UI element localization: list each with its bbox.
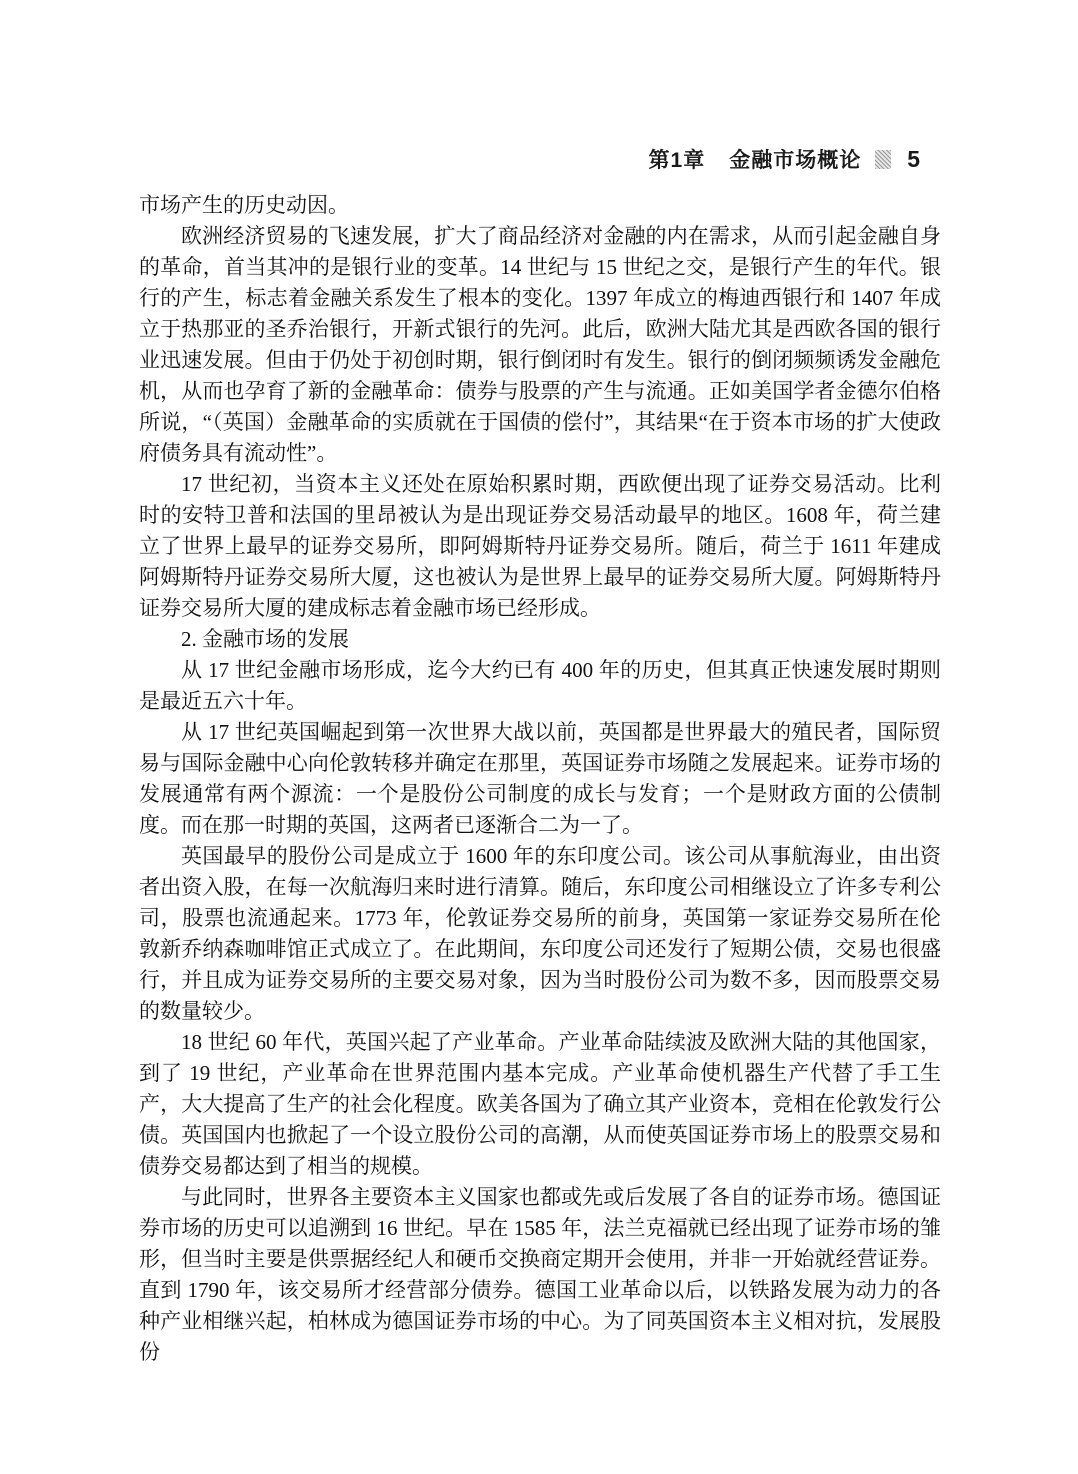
running-header	[649, 144, 920, 174]
body-text-block	[139, 190, 941, 1368]
paragraph: 18 世纪 60 年代，英国兴起了产业革命。产业革命陆续波及欧洲大陆的其他国家，到了 19 世纪，产业革命在世界范围内基本完成。产业革命使机器生产代替了手工生产，大大提高了生产的社会化程度。欧美各国为了确立其产业资本，竞相在伦敦发行公债。英国国内也掀起了一个设立股份公司的高潮，从而使英国证券市场上的股票交易和债券交易都达到了相当的规模。	[139, 1030, 941, 1178]
page-number: 5	[907, 145, 920, 172]
chapter-title: 金融市场概论	[729, 149, 862, 172]
hatched-square-ornament-icon	[875, 150, 891, 169]
paragraph: 与此同时，世界各主要资本主义国家也都或先或后发展了各自的证券市场。德国证券市场的历史可以追溯到 16 世纪。早在 1585 年，法兰克福就已经出现了证券市场的雏形，但当时主要是供票据经纪人和硬币交换商定期开会使用，并非一开始就经营证券。直到 1790 年，该交易所才经营部分债券。德国工业革命以后，以铁路发展为动力的各种产业相继兴起，柏林成为德国证券市场的中心。为了同英国资本主义相对抗，发展股份	[139, 1185, 941, 1364]
paragraph: 从 17 世纪金融市场形成，迄今大约已有 400 年的历史，但其真正快速发展时期则是最近五六十年。	[139, 658, 941, 713]
section-heading: 2. 金融市场的发展	[181, 627, 349, 651]
paragraph: 英国最早的股份公司是成立于 1600 年的东印度公司。该公司从事航海业，由出资者出资入股，在每一次航海归来时进行清算。随后，东印度公司相继设立了许多专利公司，股票也流通起来。1773 年，伦敦证券交易所的前身，英国第一家证券交易所在伦敦新乔纳森咖啡馆正式成立了。在此期间，东印度公司还发行了短期公债，交易也很盛行，并且成为证券交易所的主要交易对象，因为当时股份公司为数不多，因而股票交易的数量较少。	[139, 844, 941, 1023]
paragraph: 17 世纪初，当资本主义还处在原始积累时期，西欧便出现了证券交易活动。比利时的安特卫普和法国的里昂被认为是出现证券交易活动最早的地区。1608 年，荷兰建立了世界上最早的证券交易所，即阿姆斯特丹证券交易所。随后，荷兰于 1611 年建成阿姆斯特丹证券交易所大厦，这也被认为是世界上最早的证券交易所大厦。阿姆斯特丹证券交易所大厦的建成标志着金融市场已经形成。	[139, 472, 941, 620]
paragraph-continuation: 市场产生的历史动因。	[139, 193, 349, 217]
paragraph: 从 17 世纪英国崛起到第一次世界大战以前，英国都是世界最大的殖民者，国际贸易与国际金融中心向伦敦转移并确定在那里，英国证券市场随之发展起来。证券市场的发展通常有两个源流：一个是股份公司制度的成长与发育；一个是财政方面的公债制度。而在那一时期的英国，这两者已逐渐合二为一了。	[139, 720, 941, 837]
chapter-number: 第1章	[648, 149, 706, 172]
paragraph: 欧洲经济贸易的飞速发展，扩大了商品经济对金融的内在需求，从而引起金融自身的革命，首当其冲的是银行业的变革。14 世纪与 15 世纪之交，是银行产生的年代。银行的产生，标志着金融关系发生了根本的变化。1397 年成立的梅迪西银行和 1407 年成立于热那亚的圣乔治银行，开新式银行的先河。此后，欧洲大陆尤其是西欧各国的银行业迅速发展。但由于仍处于初创时期，银行倒闭时有发生。银行的倒闭频频诱发金融危机，从而也孕育了新的金融革命：债券与股票的产生与流通。正如美国学者金德尔伯格所说，“（英国）金融革命的实质就在于国债的偿付”，其结果“在于资本市场的扩大使政府债务具有流动性”。	[139, 224, 941, 465]
